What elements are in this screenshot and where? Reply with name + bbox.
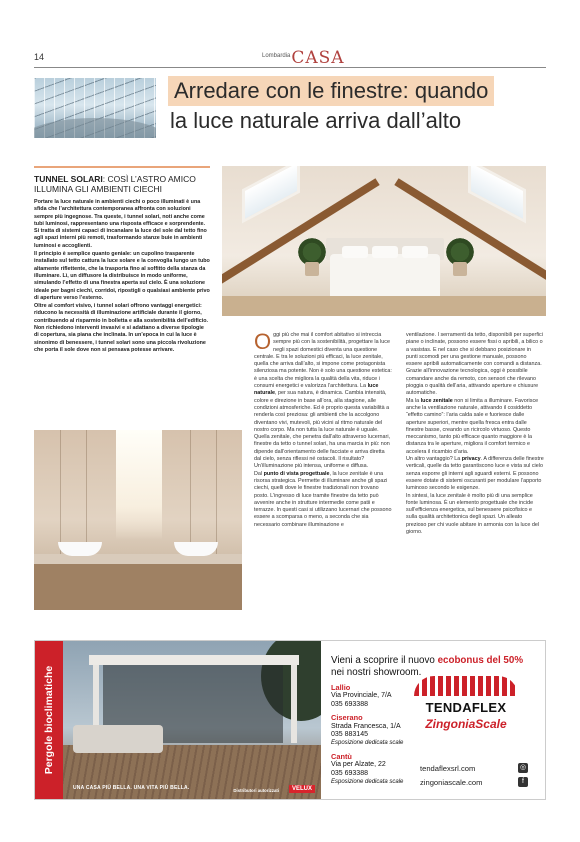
ad-band: Pergole bioclimatiche [35,641,63,799]
sidebar-body [34,199,210,354]
page-number: 14 [34,52,45,62]
headline-line-2: la luce naturale arriva dall’alto [170,108,462,133]
zingoniascale-logo: ZingoniaScale [425,717,507,731]
article-text-1: ggi più che mai il comfort abitativo si intreccia sempre più con la sostenibilità, progettare la luce negli spazi domestici diventa una questione centrale. E tra le soluzioni più efficaci, la luce zenitale, quella che arriva dall’alto, si impone come protagonista silenziosa ma potente. Non è solo una questione estetica: è una scelta che migliora la qualità della vita, riduce i consumi energetici e valorizza l’architettura. La luce naturale, per sua natura, è dinamica. Cambia intensità, colore e direzione in base all’ora, alla stagione, alle condizioni atmosferiche. Ed è proprio questa variabilità a renderla così preziosa: gli ambienti che la accolgono diventano vivi, mutevoli, più vicini al ritmo naturale del nostro corpo. Ma non tutta la luce naturale è uguale. Quella zenitale, che penetra dall’alto attraverso lucernari, finestre da tetto o tunnel solari, ha una marcia in più: non dipende dall’orientamento delle facciate e arriva diretta dal cielo, senza riflessi né ostacoli. Il risultato? Un’illuminazione più intensa, uniforme e diffusa. Dal punto di vista progettuale, la luce zenitale è una risorsa strategica. Permette di illuminare anche gli spazi ciechi, quelli dove le finestre tradizionali non trovano posto. L’ingresso di luce tramite finestre da tetto può avvenire anche in strutture intermedie come patii e terrazze. In questi casi si utilizzano lucernari che possono essere a scomparsa o meno, a seconda che sia necessario combinare illuminazione e [254,332,392,528]
article-column-2 [406,332,544,536]
pergola-photo [63,641,321,799]
brand-logos [400,676,532,731]
header-rule [34,67,546,68]
headline-line-1: Arredare con le finestre: quando [168,76,494,106]
location-block: Ciserano Strada Francesca, 1/A 035 883145 Esposizione dedicata scale [331,713,404,747]
masthead-logo [262,46,345,68]
website-link-zingonia[interactable]: zingoniascale.com [420,778,483,787]
article-text-2: ventilazione. I serramenti da tetto, disponibili per superfici piane o inclinate, possono essere fissi o apribili, a bilico o a vasistas. E nel caso che si debbano posizionare in punti scomodi per una gestione manuale, possono essere apribili automaticamente con comandi a distanza. Grazie all’innovazione tecnologica, oggi è possibile comandare anche da remoto, con sensori che rilevano pioggia o qualità dell’aria, attivando aperture e chiusure automatiche. Ma la luce zenitale non si limita a illuminare. Favorisce anche la ventilazione naturale, attivando il cosiddetto “effetto camino”: l’aria calda sale e fuoriesce dalle aperture superiori, mentre quella fresca entra dalle finestre basse, creando un ricircolo virtuoso. Questo meccanismo, tanto più efficace quanto maggiore è la distanza tra le aperture, migliora il comfort termico e accelera il ricambio d’aria. Un altro vantaggio? La privacy. A differenza delle finestre verticali, quelle da tetto garantiscono luce e vista sul cielo senza esporre gli interni agli sguardi esterni. E possono essere dotate di sistemi oscuranti per modulare l’apporto luminoso secondo le esigenze. In sintesi, la luce zenitale è molto più di una semplice fonte luminosa. È un elemento progettuale che incide sull’efficienza energetica, sul benessere psicofisico e sulla qualità architettonica degli spazi. Un alleato prezioso per chi vuole abitare in armonia con la luce del giorno. [406,332,544,536]
masthead-prefix: Lombardia [262,53,291,59]
sidebar-paragraph: Oltre al comfort visivo, i tunnel solari offrono vantaggi energetici: riducono la necessità di illuminazione artificiale durante il giorno, contribuendo al risparmio in bolletta e alla sostenibilità dell’edificio. Non richiedono interventi invasivi e si adattano a diverse tipologie di copertura, sia piana che inclinata. In un’epoca in cui la luce è sinonimo di benessere, i tunnel solari sono una piccola rivoluzione che porta il sole dove non si pensava potesse arrivare. [34,303,209,353]
bathroom-photo [34,430,242,610]
headline [168,76,548,136]
location-block: Cantù Via per Alzate, 22 035 693388 Esposizione dedicata scale [331,751,404,786]
sidebar-box [34,166,210,426]
sidebar-title: TUNNEL SOLARI: COSÌ L’ASTRO AMICO ILLUMINA GLI AMBIENTI CIECHI [34,174,196,194]
location-block: Lallio Via Provinciale, 7/A 035 693388 [331,683,392,708]
masthead-name: CASA [291,48,345,68]
website-link-tendaflex[interactable]: tendaflexsrl.com [420,764,476,773]
facebook-icon[interactable]: f [518,777,528,787]
bedroom-photo [222,166,546,316]
ad-slogan: UNA CASA PIÙ BELLA. UNA VITA PIÙ BELLA. [73,785,190,791]
ad-lead: Vieni a scoprire il nuovo ecobonus del 50% nei nostri showroom. [331,655,524,678]
tendaflex-logo: TENDAFLEX [425,700,507,715]
skylight-photo [34,78,156,138]
article-column-1 [254,329,392,529]
awning-icon [414,676,518,696]
ad-distributor-label: Distributori autorizzati [233,788,279,793]
instagram-icon[interactable]: ◎ [519,764,527,771]
velux-logo: VELUX [289,785,315,793]
sidebar-paragraph: Portare la luce naturale in ambienti ciechi o poco illuminati è una sfida che l’architettura contemporanea affronta con soluzioni sempre più ingegnose. Tra queste, i tunnel solari, noti anche come tubi luminosi, rappresentano una risposta efficace e sorprendente. Si tratta di sistemi capaci di incanalare la luce del sole dal tetto fino agli spazi interni più remoti, trasformando stanze buie in ambienti luminosi e accoglienti. [34,199,207,249]
dropcap: O [254,329,272,354]
sidebar-paragraph: Il principio è semplice quanto geniale: un cupolino trasparente installato sul tetto cattura la luce solare e la convoglia lungo un tubo altamente riflettente, che la trasporta fino al soffitto della stanza da illuminare. Lì, un diffusore la distribuisce in modo uniforme, simulando l’effetto di una finestra aperta sul cielo. È una soluzione ideale per bagni ciechi, corridoi, ripostigli o qualsiasi ambiente privo di aperture verso l’esterno. [34,251,210,301]
